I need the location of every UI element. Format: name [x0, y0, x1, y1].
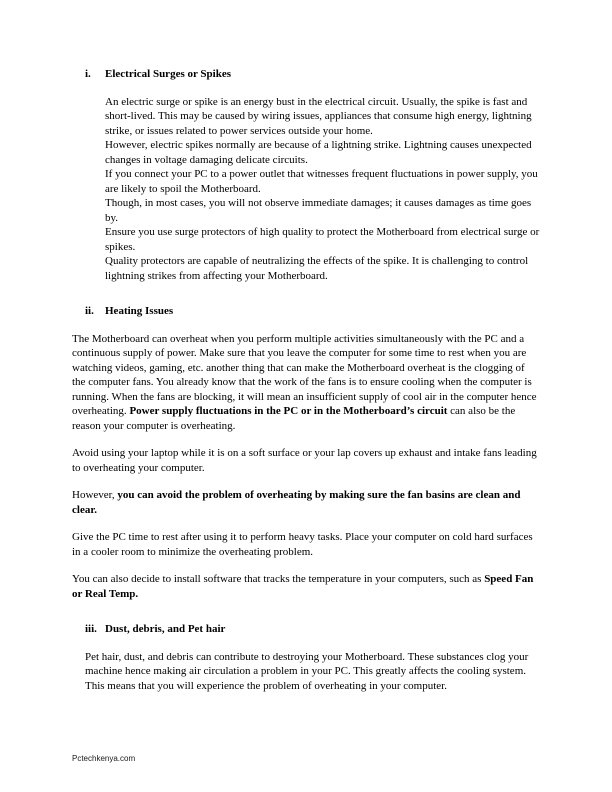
paragraph	[105, 225, 540, 254]
paragraph	[72, 332, 540, 434]
page-footer: Pctechkenya.com	[72, 754, 136, 763]
document-section	[72, 67, 540, 283]
paragraph	[72, 446, 540, 475]
text-run: However, electric spikes normally are because of a lightning strike. Lightning causes unexpected changes in voltage damaging delicate circuits.	[105, 139, 532, 166]
text-run: An electric surge or spike is an energy bust in the electrical circuit. Usually, the spike is fast and short-lived. This may be caused by wiring issues, appliances that consume high energy, lightning strike, or issues related to power services outside your home.	[105, 95, 532, 137]
section-title: Heating Issues	[105, 305, 174, 317]
section-number: i.	[85, 68, 91, 80]
paragraph	[105, 167, 540, 196]
section-heading	[72, 622, 540, 637]
section-heading	[72, 304, 540, 319]
paragraph	[105, 196, 540, 225]
paragraph	[72, 488, 540, 517]
paragraph	[85, 650, 540, 694]
paragraph	[105, 254, 540, 283]
text-run: can also be the reason your computer is overheating.	[72, 405, 516, 432]
text-run: However,	[72, 489, 118, 501]
section-body	[72, 332, 540, 602]
text-run: Pet hair, dust, and debris can contribute to destroying your Motherboard. These substances clog your machine hence making air circulation a problem in your PC. This greatly affects the cooling system. This means that you will experience the problem of overheating in your computer.	[85, 650, 529, 692]
text-run: If you connect your PC to a power outlet that witnesses frequent fluctuations in power supply, you are likely to spoil the Motherboard.	[105, 168, 538, 195]
section-number: ii.	[85, 305, 94, 317]
document-section	[72, 622, 540, 693]
document-section	[72, 304, 540, 601]
paragraph	[72, 530, 540, 559]
text-run: Quality protectors are capable of neutralizing the effects of the spike. It is challenging to control lightning strikes from affecting your Motherboard.	[105, 255, 529, 282]
text-run: Though, in most cases, you will not observe immediate damages; it causes damages as time goes by.	[105, 197, 532, 224]
section-heading	[72, 67, 540, 82]
bold-text-run: you can avoid the problem of overheating by making sure the fan basins are clean and clear.	[72, 489, 521, 516]
section-number: iii.	[85, 623, 97, 635]
bold-text-run: Speed Fan or Real Temp.	[72, 573, 534, 600]
paragraph	[72, 572, 540, 601]
document-body	[72, 67, 540, 693]
text-run: Give the PC time to rest after using it to perform heavy tasks. Place your computer on cold hard surfaces in a cooler room to minimize the overheating problem.	[72, 531, 533, 558]
section-title: Dust, debris, and Pet hair	[105, 623, 226, 635]
bold-text-run: Power supply fluctuations in the PC or in the Motherboard’s circuit	[129, 405, 448, 417]
paragraph	[105, 138, 540, 167]
text-run: Avoid using your laptop while it is on a soft surface or your lap covers up exhaust and intake fans leading to overheating your computer.	[72, 447, 537, 474]
section-body	[105, 95, 540, 284]
section-title: Electrical Surges or Spikes	[105, 68, 231, 80]
section-body	[85, 650, 540, 694]
paragraph	[105, 95, 540, 139]
text-run: Ensure you use surge protectors of high quality to protect the Motherboard from electrical surge or spikes.	[105, 226, 540, 253]
text-run: You can also decide to install software that tracks the temperature in your computers, such as	[72, 573, 485, 585]
text-run: The Motherboard can overheat when you perform multiple activities simultaneously with the PC and a continuous supply of power. Make sure that you leave the computer for some time to rest when you are watching videos, gaming, etc. another thing that can make the Motherboard overheat is the clogging of the computer fans. You already know that the work of the fans is to ensure cooling when the computer is running. When the fans are blocking, it will mean an insufficient supply of cool air in the computer hence overheating.	[72, 332, 537, 417]
